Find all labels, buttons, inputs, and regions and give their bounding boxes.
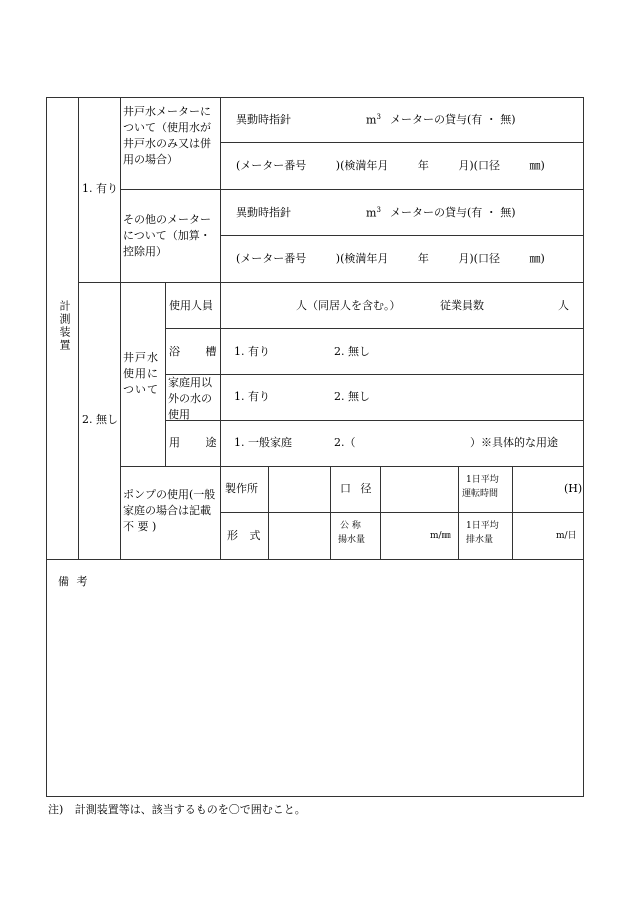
rule	[120, 466, 583, 467]
employees-label: 従業員数	[440, 299, 484, 312]
well-meter-heading: 井戸水メーターについて（使用水が井戸水のみ又は併用の場合）	[123, 105, 211, 166]
pump-maker-label: 製作所	[225, 482, 258, 495]
purpose-option-home: 1. 一般家庭	[234, 436, 292, 449]
employees-unit: 人	[558, 299, 569, 312]
remarks-label: 備 考	[58, 575, 88, 588]
pump-nominal-label-2: 揚水量	[338, 535, 366, 545]
other-meter-number-line: (メーター番号 )(検満年月 年 月)(口径 ㎜)	[236, 252, 545, 265]
users-text: 人（同居人を含む。）	[296, 299, 401, 312]
bath-option-no: 2. 無し	[334, 345, 370, 358]
footnote: 注) 計測装置等は、該当するものを〇で囲むこと。	[48, 803, 306, 816]
pump-drain-unit: m/日	[556, 531, 577, 541]
nonhome-option-no: 2. 無し	[334, 390, 370, 403]
pump-nominal-label-1: 公 称	[340, 521, 361, 531]
well-meter-unit: $m^3$	[366, 113, 381, 127]
rule	[46, 559, 583, 560]
nonhome-option-yes: 1. 有り	[234, 390, 270, 403]
pump-diameter-label: 口 径	[340, 482, 372, 495]
other-meter-unit: $m^3$	[366, 206, 381, 220]
users-label: 使用人員	[169, 299, 213, 312]
section-label: 計測装置	[58, 300, 71, 352]
pump-daily-time-label-2: 運転時間	[462, 489, 499, 499]
pump-daily-drain-label-1: 1日平均	[466, 521, 499, 531]
nonhome-label: 家庭用以外の水の使用	[168, 376, 212, 421]
pump-daily-drain-label-2: 排水量	[466, 535, 494, 545]
yes-label: 1. 有り	[82, 182, 118, 195]
rule	[165, 282, 166, 466]
other-meter-heading: その他のメーターについて（加算・控除用）	[123, 213, 211, 258]
well-meter-lend: メーターの貸与(有 ・ 無)	[390, 113, 516, 126]
well-use-heading: 井戸水使用について	[123, 351, 159, 396]
other-meter-lend: メーターの貸与(有 ・ 無)	[390, 206, 516, 219]
rule	[165, 328, 583, 329]
rule	[380, 466, 381, 559]
rule	[78, 282, 583, 283]
rule	[165, 374, 583, 375]
rule	[220, 97, 221, 282]
no-label: 2. 無し	[82, 413, 118, 426]
pump-hours-unit: (H)	[564, 482, 583, 495]
rule	[220, 512, 583, 513]
rule	[330, 466, 331, 559]
rule	[512, 466, 513, 559]
rule	[46, 97, 47, 797]
bath-label: 浴 槽	[169, 345, 217, 358]
rule	[220, 142, 583, 143]
pump-daily-time-label-1: 1日平均	[466, 475, 499, 485]
rule	[583, 97, 584, 797]
rule	[458, 466, 459, 559]
purpose-note: ）※具体的な用途	[470, 436, 558, 449]
pump-model-label: 形 式	[227, 529, 261, 542]
rule	[220, 235, 583, 236]
bath-option-yes: 1. 有り	[234, 345, 270, 358]
rule	[165, 420, 583, 421]
rule	[120, 97, 121, 559]
other-meter-reading: 異動時指針	[236, 206, 291, 219]
purpose-label: 用 途	[169, 436, 217, 449]
rule	[78, 97, 79, 559]
rule	[46, 97, 583, 98]
pump-heading: ポンプの使用(一般家庭の場合は記載不 要 )	[123, 488, 216, 533]
rule	[46, 796, 583, 797]
purpose-option-other: 2.（	[334, 436, 356, 449]
well-meter-reading: 異動時指針	[236, 113, 291, 126]
pump-nominal-unit: m/㎜	[430, 531, 451, 541]
well-meter-number-line: (メーター番号 )(検満年月 年 月)(口径 ㎜)	[236, 159, 545, 172]
rule	[268, 466, 269, 559]
rule	[120, 189, 583, 190]
